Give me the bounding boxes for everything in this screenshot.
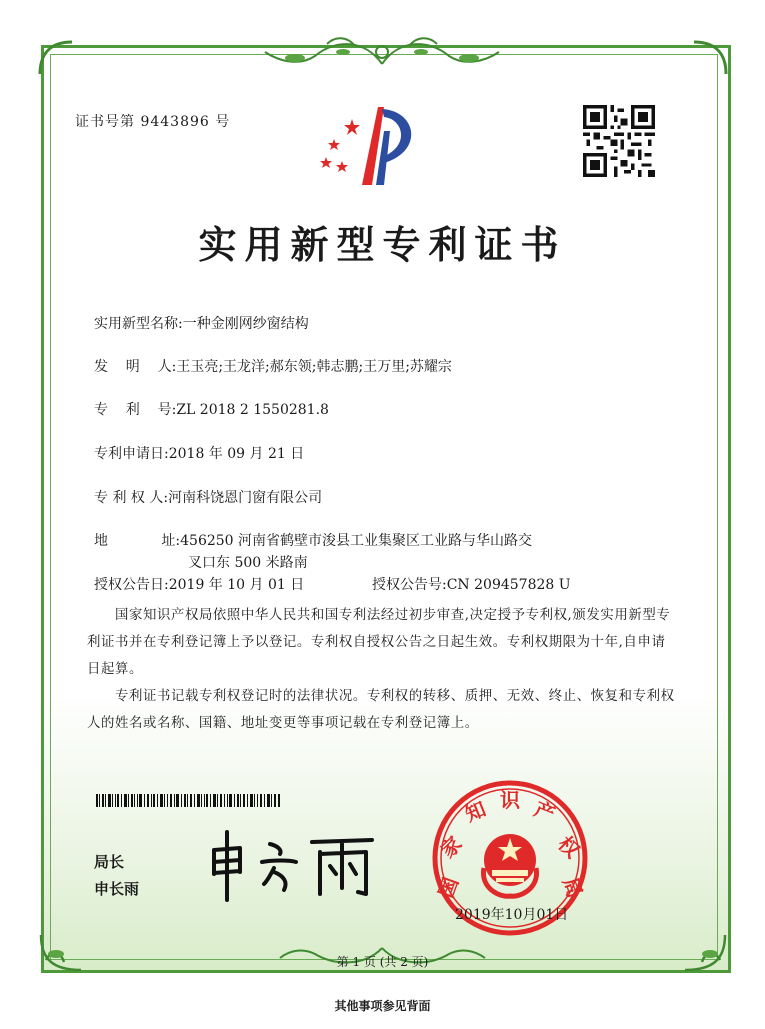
page-number: 第 1 页 (共 2 页) (336, 955, 429, 969)
field-value: 一种金刚网纱窗结构 (182, 316, 309, 332)
signatory-title: 局长 (94, 853, 125, 871)
certificate-number-suffix: 号 (215, 114, 231, 130)
field-value: ZL 2018 2 1550281.8 (176, 402, 329, 418)
svg-text:知: 知 (461, 796, 490, 827)
field-label: 实用新型名称: (94, 316, 183, 332)
paragraph: 专利证书记载专利权登记时的法律状况。专利权的转移、质押、无效、终止、恢复和专利权人的姓名或名称、国籍、地址变更等事项记载在专利登记簿上。 (87, 689, 675, 731)
certificate-number-label: 证书号第 (75, 114, 135, 130)
qr-code-icon (583, 105, 655, 177)
svg-text:识: 识 (500, 788, 520, 812)
svg-text:局: 局 (557, 874, 588, 902)
field-value: 王玉亮;王龙洋;郝东领;韩志鹏;王万里;苏耀宗 (176, 359, 452, 375)
patent-number-row (94, 399, 329, 419)
filing-date-row (94, 443, 304, 463)
field-label: 专 利 号: (94, 402, 177, 418)
handwritten-signature-icon (200, 822, 380, 902)
field-value: 2019 年 10 月 01 日 (168, 577, 305, 593)
patentee-row (94, 487, 322, 507)
field-value: CN 209457828 U (446, 577, 571, 593)
field-label: 专 利 权 人: (94, 490, 169, 506)
seal-date: 2019年10月01日 (455, 907, 569, 923)
svg-text:国: 国 (433, 874, 464, 902)
field-label: 发 明 人: (94, 359, 177, 375)
field-label: 授权公告号: (372, 577, 447, 593)
field-value: 2018 年 09 月 21 日 (168, 446, 305, 462)
field-label: 授权公告日: (94, 577, 169, 593)
footer-note: 其他事项参见背面 (334, 999, 431, 1013)
certificate-number (75, 111, 230, 131)
field-value: 河南科饶恩门窗有限公司 (168, 490, 323, 506)
patent-office-logo-icon (312, 101, 427, 191)
page-title: 实用新型专利证书 (198, 222, 567, 267)
paragraph: 国家知识产权局依照中华人民共和国专利法经过初步审查,决定授予专利权,颁发实用新型专利证书并在专利登记簿上予以登记。专利权自授权公告之日起生效。专利权期限为十年,自申请日起算。 (87, 608, 671, 677)
svg-text:权: 权 (553, 831, 585, 863)
inventors-row (94, 356, 452, 376)
corner-ornament-icon (690, 38, 730, 78)
certificate-number-value: 9443896 (140, 114, 210, 130)
field-label: 地 址: (94, 533, 181, 549)
address-line2: 叉口东 500 米路南 (188, 555, 308, 571)
field-value: 456250 河南省鹤壁市浚县工业集聚区工业路与华山路交 (180, 533, 533, 549)
signatory-name: 申长雨 (94, 880, 140, 898)
address-row (94, 530, 532, 550)
barcode-icon (96, 794, 280, 807)
top-ornament-icon (255, 34, 510, 74)
grant-date-row (94, 574, 304, 594)
corner-ornament-icon (36, 38, 76, 78)
grant-number-row (372, 574, 571, 594)
svg-text:产: 产 (530, 796, 559, 827)
field-label: 专利申请日: (94, 446, 169, 462)
svg-text:家: 家 (435, 831, 467, 863)
utility-model-name-row (94, 313, 309, 333)
